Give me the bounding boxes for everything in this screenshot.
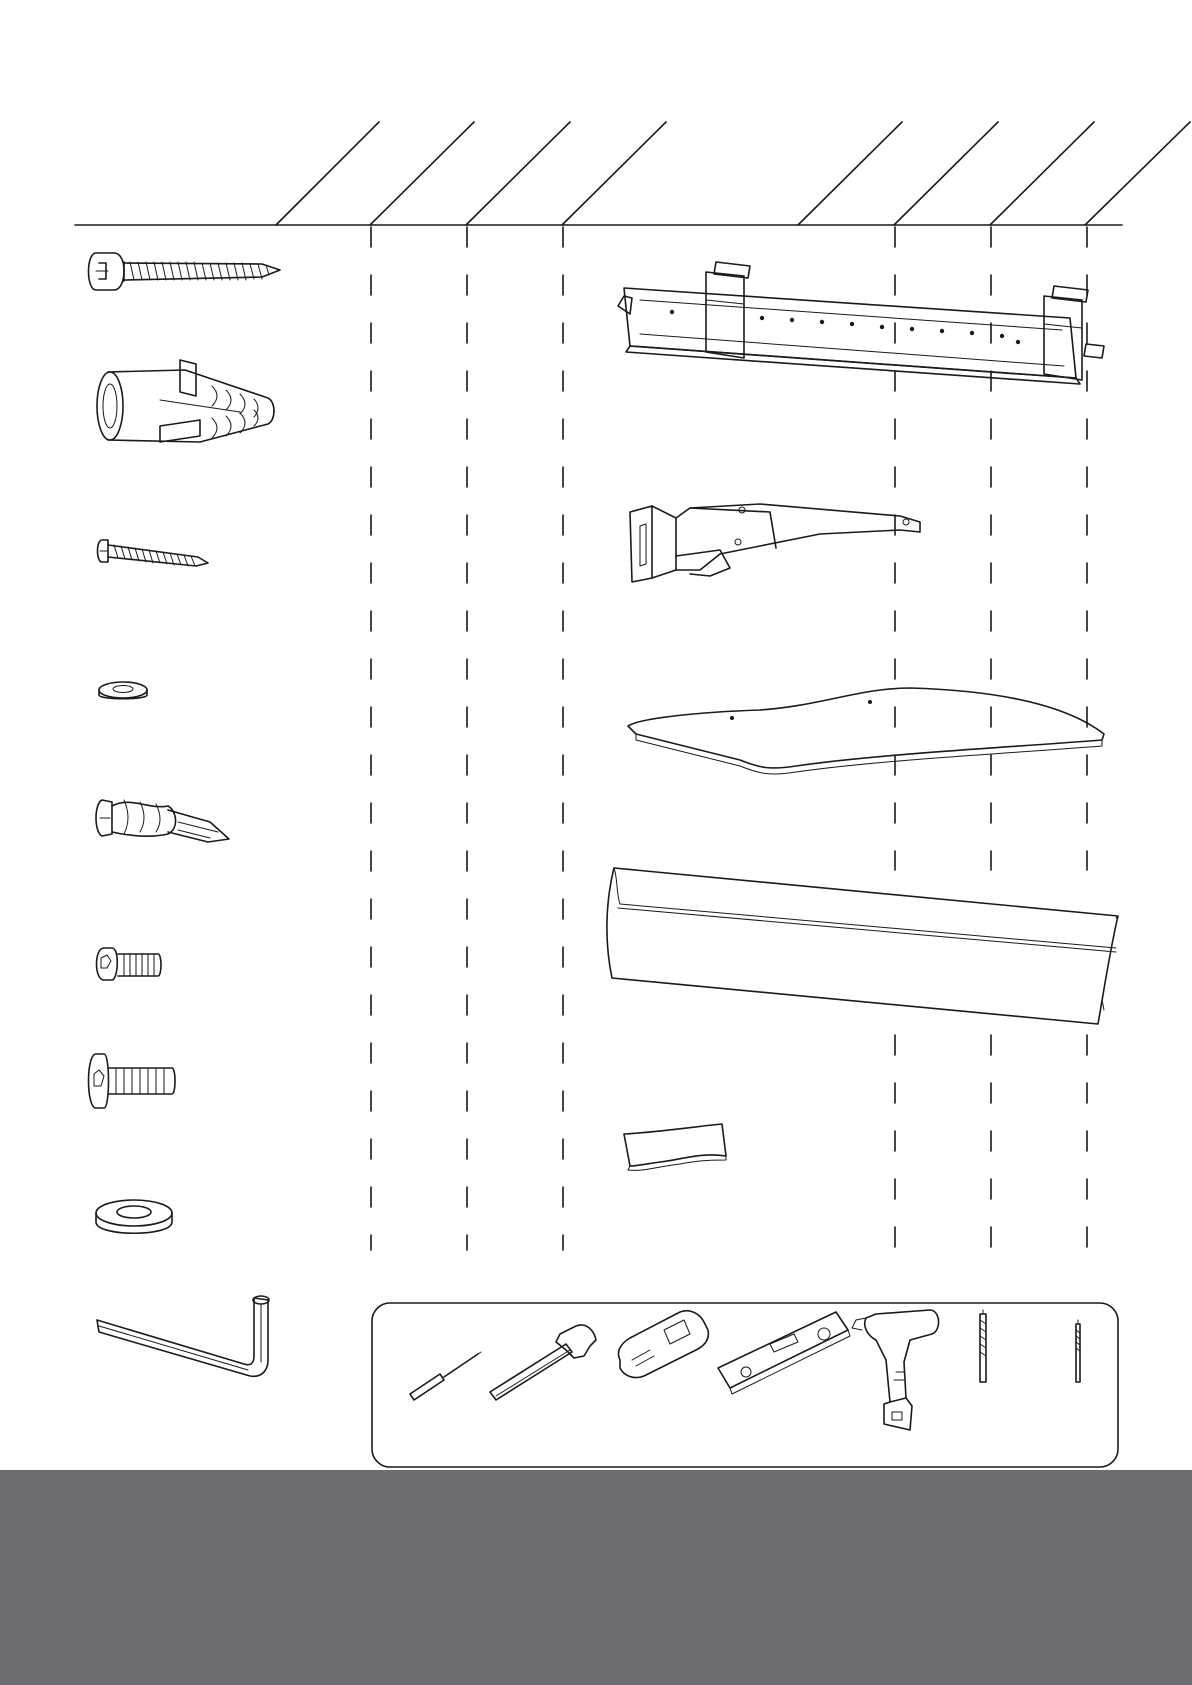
wood-screw-illustration [89, 253, 281, 290]
power-drill-icon [852, 1310, 939, 1430]
small-screw-illustration [98, 540, 209, 566]
footer-band [0, 1470, 1192, 1685]
screwdriver-icon [410, 1352, 481, 1400]
wall-rail-illustration [618, 262, 1104, 384]
shelf-arm-illustration [630, 504, 920, 582]
stud-finder-icon [618, 1311, 708, 1378]
socket-bolt-long-illustration [89, 1054, 176, 1108]
header-grid [75, 122, 1190, 225]
drill-bit-small-icon [1076, 1320, 1080, 1382]
small-washer-illustration [99, 682, 147, 699]
rail-cover-illustration [607, 868, 1118, 1024]
hex-key-illustration [97, 1296, 269, 1376]
cable-clip-illustration [624, 1124, 726, 1170]
socket-bolt-short-illustration [97, 948, 162, 980]
drywall-anchor-illustration [96, 800, 229, 842]
glass-shelf-illustration [628, 688, 1104, 774]
drill-bit-large-icon [980, 1310, 986, 1382]
hardware-column-dividers [371, 227, 563, 1250]
spirit-level-icon [718, 1312, 850, 1394]
large-washer-illustration [96, 1200, 172, 1233]
hammer-icon [490, 1325, 596, 1400]
wall-anchor-illustration [97, 360, 274, 442]
parts-column-dividers [895, 227, 1087, 1250]
tools-panel [372, 1303, 1118, 1467]
